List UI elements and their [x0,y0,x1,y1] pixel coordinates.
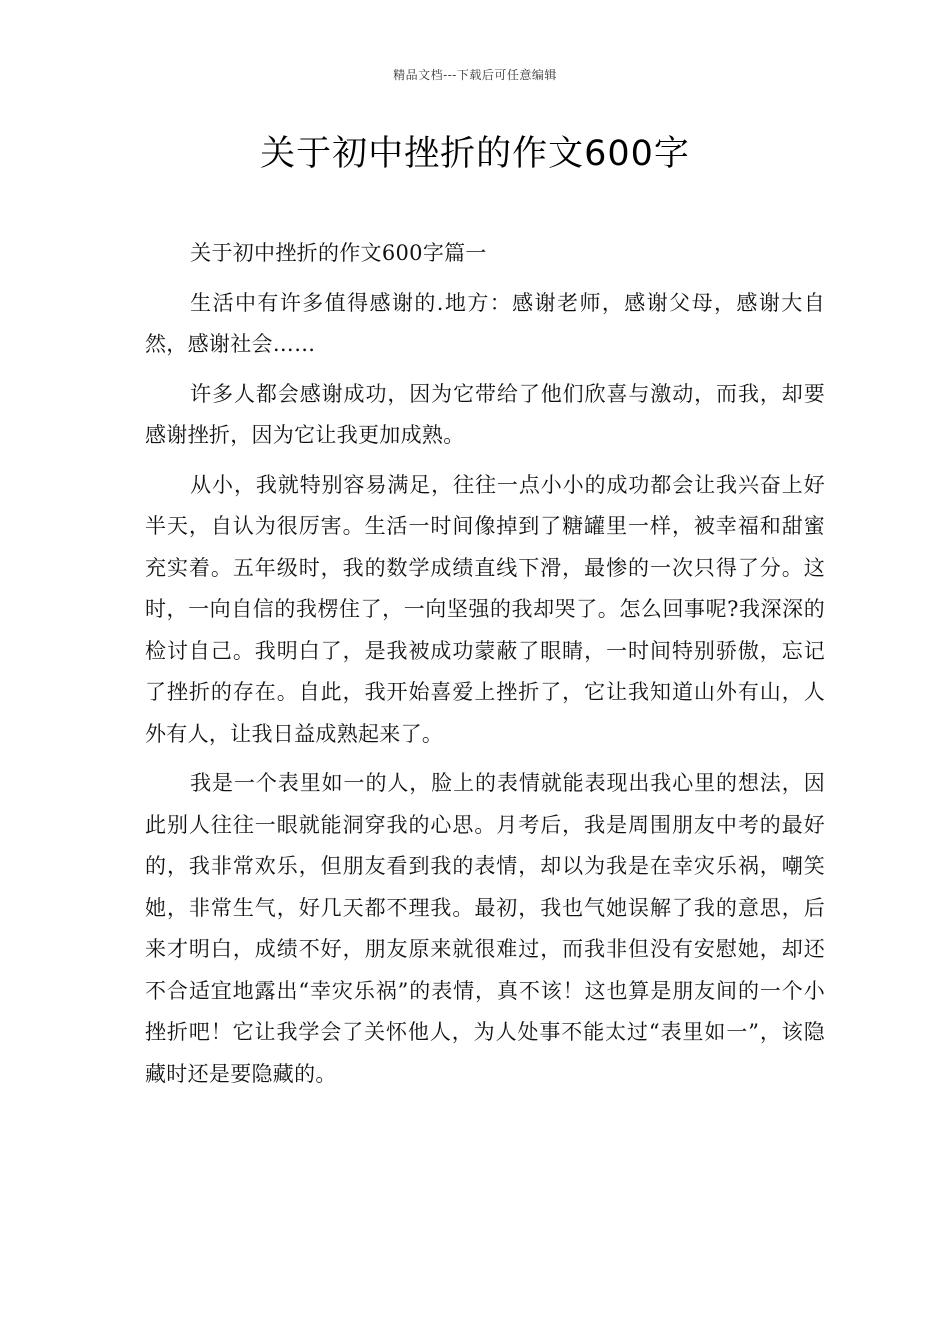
document-title: 关于初中挫折的作文600字 [260,134,690,174]
paragraph: 许多人都会感谢成功，因为它带给了他们欣喜与激动，而我，却要感谢挫折，因为它让我更加成熟。 [145,381,825,447]
paragraph: 生活中有许多值得感谢的.地方：感谢老师，感谢父母，感谢大自然，感谢社会…… [145,290,825,356]
paragraph: 我是一个表里如一的人，脸上的表情就能表现出我心里的想法，因此别人往往一眼就能洞穿我的心思。月考后，我是周围朋友中考的最好的，我非常欢乐，但朋友看到我的表情，却以为我是在幸灾乐祸，嘲笑她，非常生气，好几天都不理我。最初，我也气她误解了我的意思，后来才明白，成绩不好，朋友原来就很难过，而我非但没有安慰她，却还不合适宜地露出“幸灾乐祸”的表情，真不该！这也算是朋友间的一个小挫折吧！它让我学会了关怀他人，为人处事不能太过“表里如一”，该隐藏时还是要隐藏的。 [145,771,825,1086]
header-note: 精品文档---下载后可任意编辑 [393,68,557,82]
paragraph-subtitle: 关于初中挫折的作文600字篇一 [190,241,487,265]
document-body [145,233,825,1103]
paragraph: 从小，我就特别容易满足，往往一点小小的成功都会让我兴奋上好半天，自认为很厉害。生活一时间像掉到了糖罐里一样，被幸福和甜蜜充实着。五年级时，我的数学成绩直线下滑，最惨的一次只得了分。这时，一向自信的我楞住了，一向坚强的我却哭了。怎么回事呢?我深深的检讨自己。我明白了，是我被成功蒙蔽了眼睛，一时间特别骄傲，忘记了挫折的存在。自此，我开始喜爱上挫折了，它让我知道山外有山，人外有人，让我日益成熟起来了。 [145,472,825,746]
